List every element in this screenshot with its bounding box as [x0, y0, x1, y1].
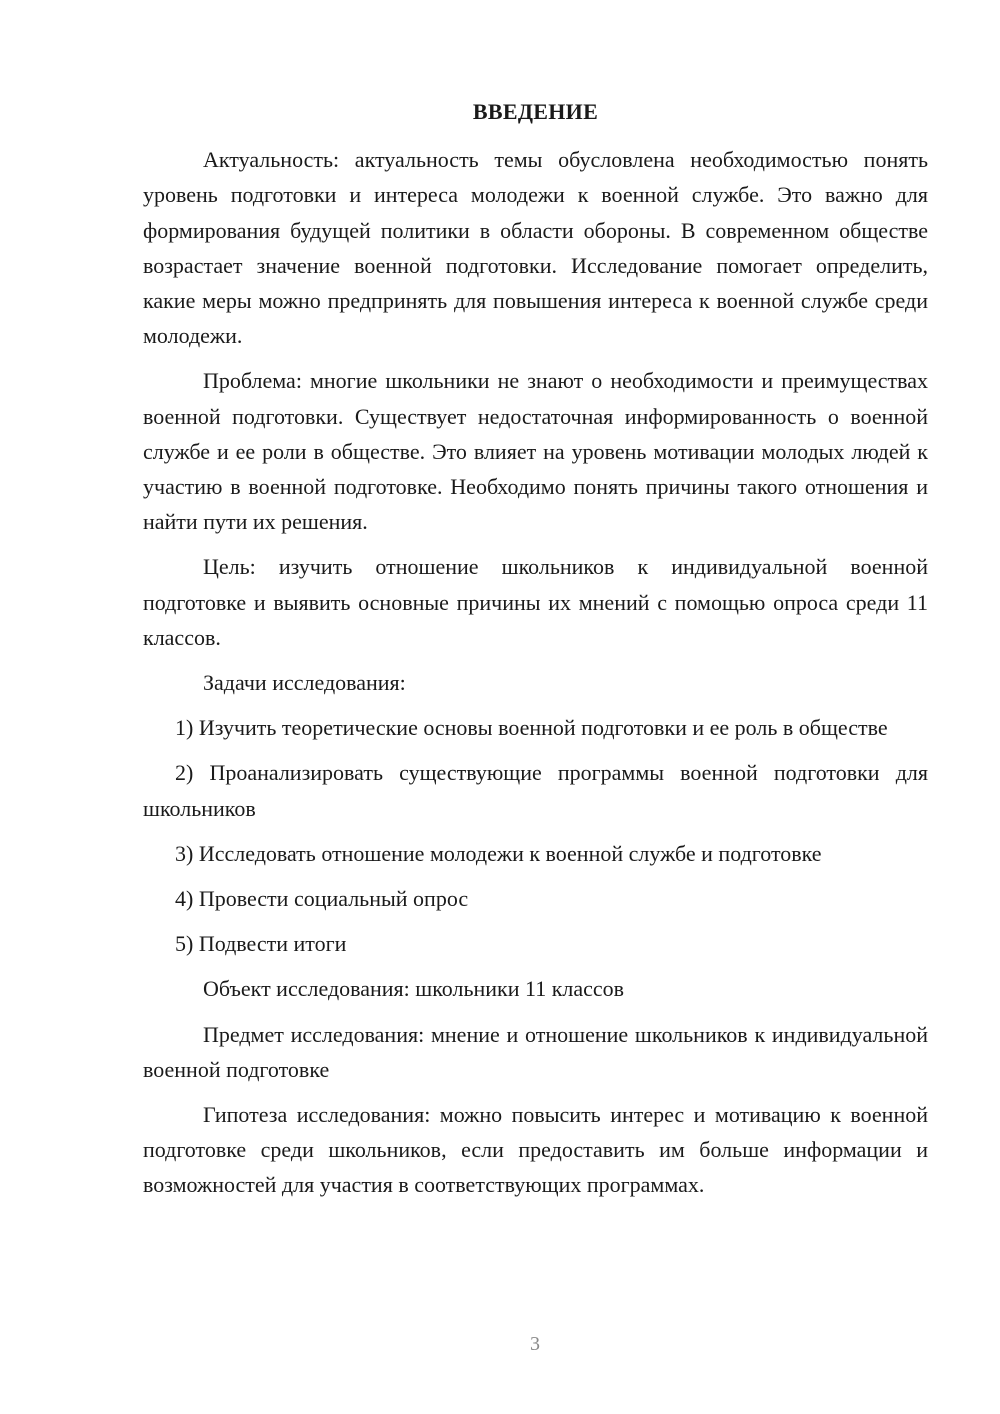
- page-number: 3: [530, 1333, 540, 1355]
- task-item: 2) Проанализировать существующие программы военной подготовки для школьников: [143, 760, 928, 821]
- section-heading: ВВЕДЕНИЕ: [472, 99, 599, 124]
- task-item: 4) Провести социальный опрос: [175, 886, 469, 912]
- task-item: 5) Подвести итоги: [175, 931, 347, 957]
- relevance-paragraph: Актуальность: актуальность темы обусловлена необходимостью понять уровень подготовки и интереса молодежи к военной службе. Это важно для формирования будущей политики в области обороны. В современном обществе возрастает значение военной подготовки. Исследование помогает определить, какие меры можно предпринять для повышения интереса к военной службе среди молодежи.: [143, 147, 928, 349]
- tasks-title: Задачи исследования:: [203, 670, 406, 696]
- task-item: 3) Исследовать отношение молодежи к военной службе и подготовке: [175, 840, 822, 866]
- document-page: [143, 94, 928, 1213]
- subject-paragraph: Предмет исследования: мнение и отношение школьников к индивидуальной военной подготовке: [143, 1021, 928, 1082]
- tasks-list: [143, 710, 928, 961]
- goal-paragraph: Цель: изучить отношение школьников к индивидуальной военной подготовке и выявить основные причины их мнений с помощью опроса среди 11 классов.: [143, 554, 928, 650]
- task-item: 1) Изучить теоретические основы военной подготовки и ее роль в обществе: [175, 715, 888, 741]
- hypothesis-paragraph: Гипотеза исследования: можно повысить интерес и мотивацию к военной подготовке среди школьников, если предоставить им больше информации и возможностей для участия в соответствующих программах.: [143, 1102, 928, 1198]
- object-paragraph: Объект исследования: школьники 11 классов: [203, 976, 625, 1002]
- problem-paragraph: Проблема: многие школьники не знают о необходимости и преимуществах военной подготовки. Существует недостаточная информированность о военной службе и ее роли в обществе. Это влияет на уровень мотивации молодых людей к участию в военной подготовке. Необходимо понять причины такого отношения и найти пути их решения.: [143, 368, 928, 535]
